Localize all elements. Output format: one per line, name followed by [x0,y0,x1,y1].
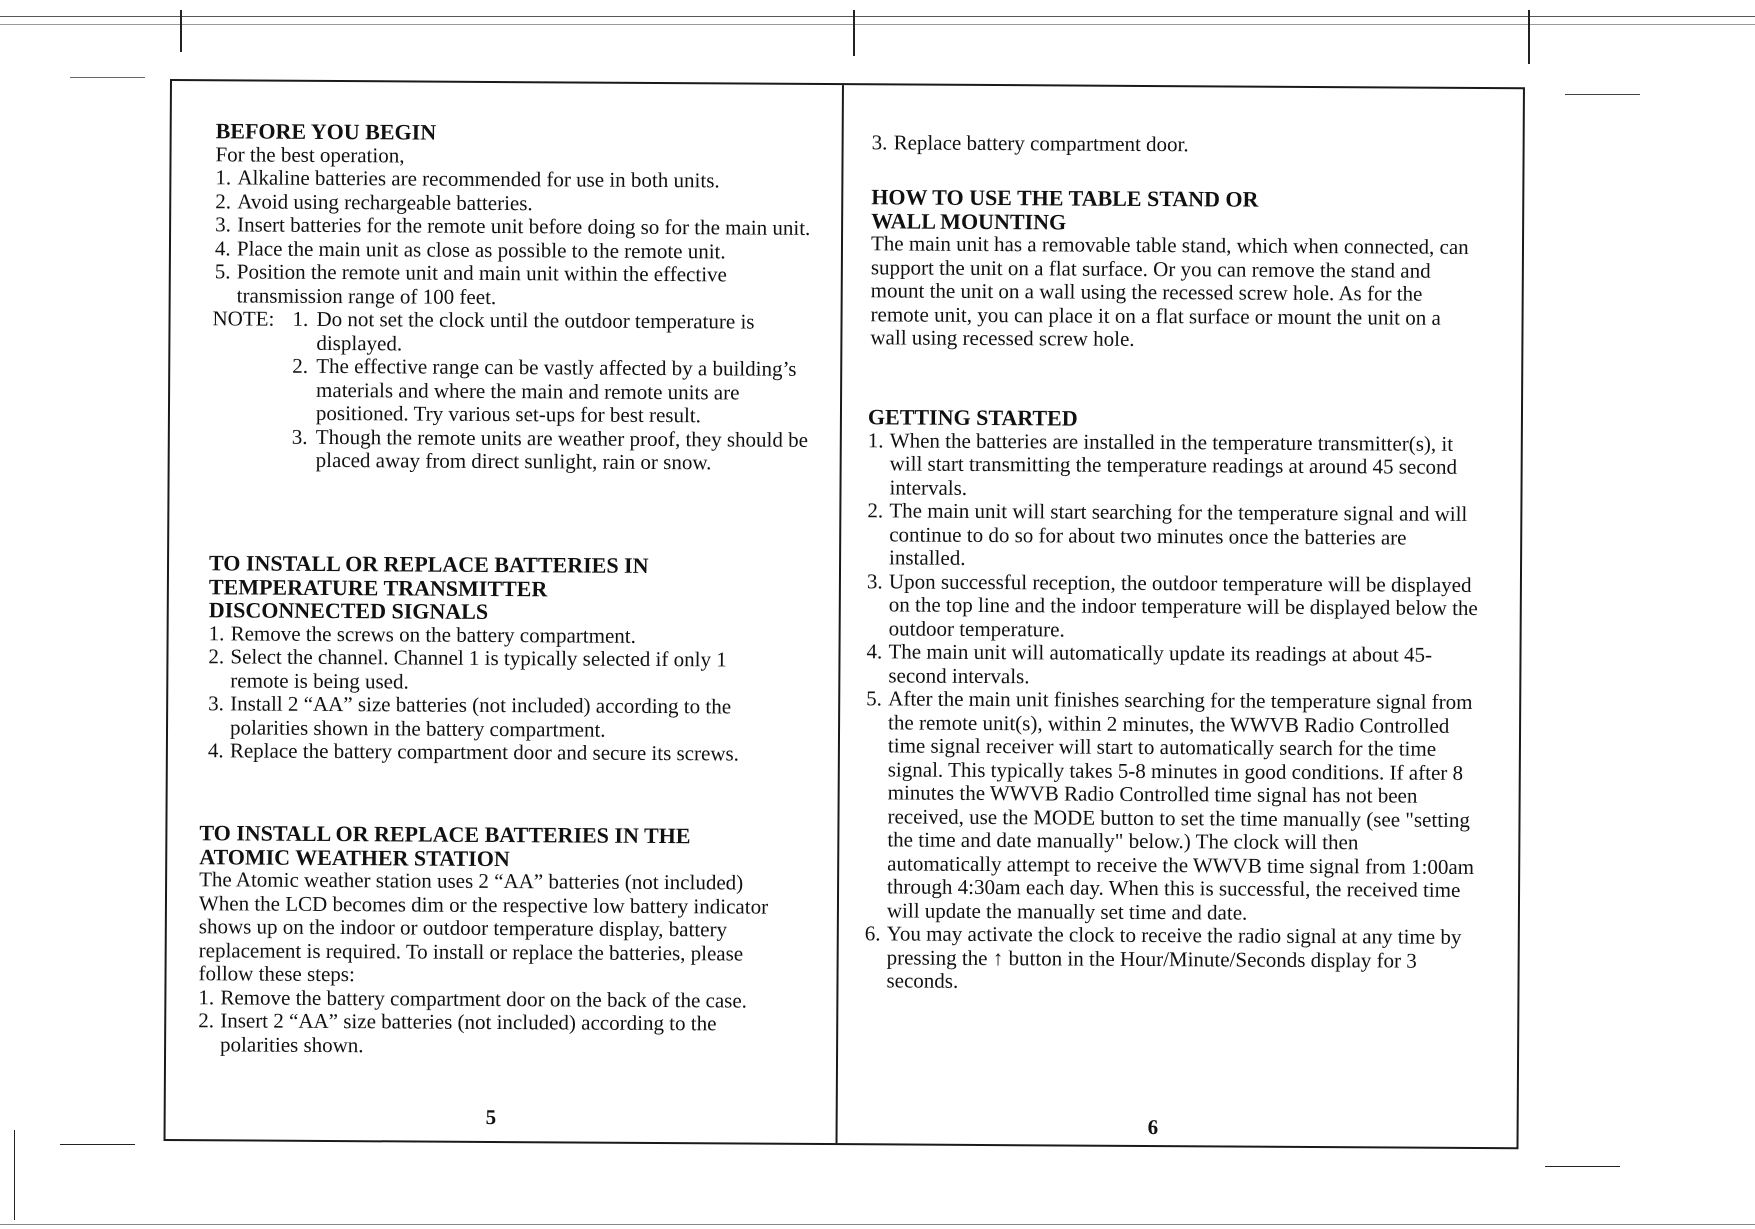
manual-spread [164,79,1525,1149]
getting-started-section [864,405,1480,996]
crop-tick-left-top [70,77,145,78]
transmitter-list [208,622,779,766]
crop-tick-2 [853,10,855,56]
note-block [212,307,815,475]
crop-tick-right-bottom [1545,1166,1620,1167]
station-heading-line: TO INSTALL OR REPLACE BATTERIES IN THE [199,820,691,849]
list-item: 2. The main unit will start searching for the temperature signal and will continue to do so for about two minutes once the batteries are installed. [867,498,1468,570]
transmitter-heading-line: DISCONNECTED SIGNALS [208,597,489,624]
stand-heading-line: HOW TO USE THE TABLE STAND OR [871,184,1259,212]
started-heading: GETTING STARTED [867,404,1078,431]
list-item: 3. Insert batteries for the remote unit before doing so for the main unit. [215,212,811,240]
left-edge-line [14,1130,15,1220]
list-item: 6. You may activate the clock to receive the radio signal at any time by pressing the ↑ button in the Hour/Minute/Seconds display for 3 seconds. [864,921,1462,993]
list-item: 5. Position the remote unit and main unit within the effective transmission range of 100 feet. [214,259,727,309]
list-item: 3. Install 2 “AA” size batteries (not included) according to the polarities shown in the battery compartment. [208,691,732,742]
transmitter-heading-line: TO INSTALL OR REPLACE BATTERIES IN [208,550,649,578]
before-you-begin-section [214,119,816,475]
stand-paragraph: The main unit has a removable table stand, which when connected, can support the unit on a flat surface. Or you can remove the stand and mount the unit on a wall using the recessed screw hole. As for the remote unit, you can place it on a flat surface or mount the unit on a wall using recessed screw hole. [870,231,1469,351]
page-number-left: 5 [485,1104,497,1130]
list-item: 4. Replace the battery compartment door and secure its screws. [207,738,740,766]
crop-line-top-2 [0,24,1755,25]
station-paragraph: The Atomic weather station uses 2 “AA” batteries (not included) When the LCD becomes dim or the respective low battery indicator shows up on the indoor or outdoor temperature display, battery replacement is required. To install or replace the batteries, please follow these steps: [198,867,769,987]
started-list [864,429,1479,997]
list-item: 4. The main unit will automatically update its readings at about 45-second intervals. [866,639,1433,688]
list-item: 1. When the batteries are installed in the temperature transmitter(s), it will start transmitting the temperature readings at around 45 second intervals. [867,427,1458,500]
crop-tick-1 [180,10,182,52]
before-heading: BEFORE YOU BEGIN [215,118,437,145]
list-item: 2. Avoid using rechargeable batteries. [215,188,533,215]
transmitter-heading-line: TEMPERATURE TRANSMITTER [208,573,548,601]
list-item: 1. Remove the screws on the battery compartment. [208,620,636,648]
page-number-right: 6 [1147,1114,1159,1140]
crop-tick-left-bottom [60,1144,135,1145]
transmitter-section [208,551,779,766]
list-item: 3. Replace battery compartment door. [871,130,1189,157]
right-page [844,85,1524,1140]
note-label: NOTE: [212,306,275,331]
crop-line-bottom [0,1224,1755,1225]
station-section [198,821,799,1060]
list-item: 2. Insert 2 “AA” size batteries (not included) according to the polarities shown. [198,1008,717,1057]
before-list [215,166,816,311]
crop-tick-3 [1528,10,1530,64]
list-item: 3. Upon successful reception, the outdoor temperature will be displayed on the top line and the indoor temperature will be displayed below the outdoor temperature. [866,568,1478,641]
note-item: 1. Do not set the clock until the outdoor temperature is displayed. [292,306,755,355]
left-page [172,81,842,1130]
note-item: 3. Though the remote units are weather proof, they should be placed away from direct sunlight, rain or snow. [291,424,809,475]
station-continued [872,131,1472,158]
note-list [212,307,815,475]
list-item: 2. Select the channel. Channel 1 is typically selected if only 1 remote is being used. [208,644,727,693]
crop-line-top [0,16,1755,17]
before-intro: For the best operation, [215,141,405,167]
station-heading-line: ATOMIC WEATHER STATION [199,843,510,871]
page-divider [836,85,844,1143]
list-item: 1. Alkaline batteries are recommended for use in both units. [215,165,720,193]
note-item: 2. The effective range can be vastly affected by a building’s materials and where the main and remote units are positioned. Try various set-ups for best result. [292,353,797,428]
list-item: 5. After the main unit finishes searching for the temperature signal from the remote unit(s), within 2 minutes, the WWVB Radio Controlled time signal receiver will start to automatically search for the time signal. This typically takes 5-8 minutes in good conditions. If after 8 minutes the WWVB Radio Controlled time signal has not been received, use the MODE button to set the time manually (see "setting the time and date manually" below.) The clock will then automatically attempt to receive the WWVB time signal from 1:00am through 4:30am each day. When this is successful, the received time will update the manually set time and date. [866,686,1475,925]
list-item: 4. Place the main unit as close as possible to the remote unit. [214,235,726,263]
stand-heading-line: WALL MOUNTING [871,207,1067,234]
list-item: 1. Remove the battery compartment door on the back of the case. [198,984,748,1013]
crop-tick-right-top [1565,94,1640,95]
stand-section [870,185,1471,353]
station-list [198,986,778,1060]
